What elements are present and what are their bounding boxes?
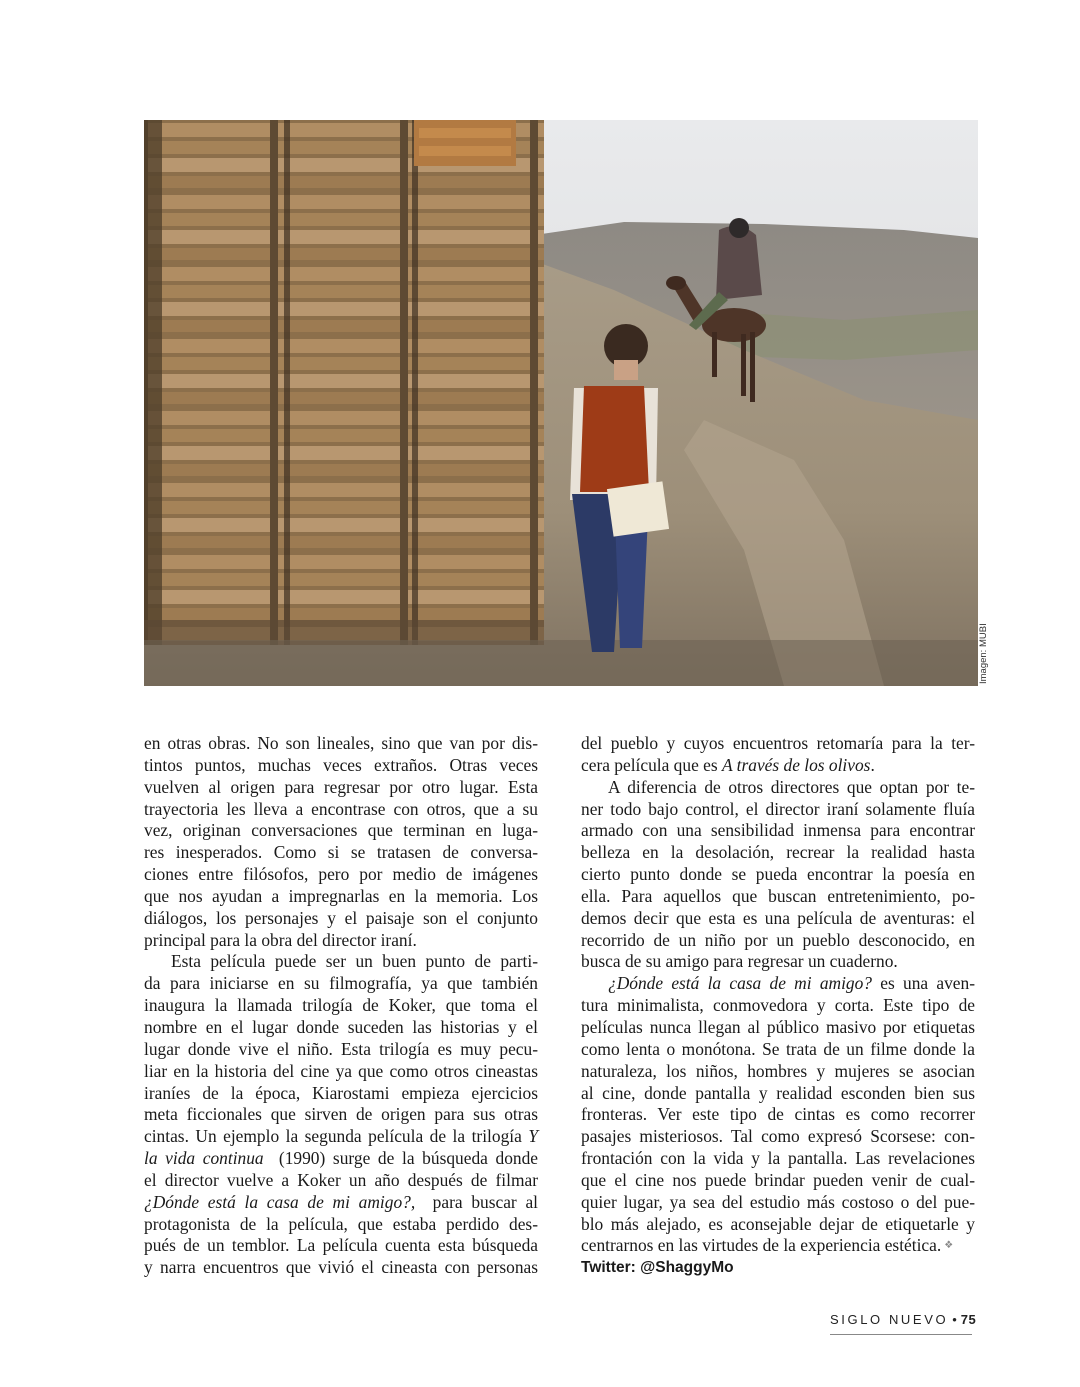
text-line: demos decir que esta es una película de aventuras: el [581, 907, 975, 928]
text-segment: centrarnos en las virtudes de la experiencia estética. [581, 1235, 942, 1256]
text-line: lugar donde vive el niño. Esta trilogía es muy pecu- [144, 1038, 538, 1059]
text-line: tintos puntos, muchas veces extraños. Otras veces [144, 754, 538, 775]
text-line: ciones entre filósofos, pero por medio de imágenes [144, 864, 538, 885]
page-number: 75 [960, 1312, 977, 1327]
text-line: frontación con la vida y la pantalla. Las revelaciones [581, 1148, 975, 1169]
text-line [144, 1126, 538, 1148]
text-line: nombre en el lugar donde suceden las historias y el [144, 1016, 538, 1037]
text-line [581, 755, 975, 777]
text-line: el director vuelve a Koker un año después de filmar [144, 1169, 538, 1190]
text-line: iraníes de la época, Kiarostami empieza ejercicios [144, 1082, 538, 1103]
text-segment: . [870, 754, 875, 775]
text-line: que el cine nos puede brindar pueden venir de cual- [581, 1169, 975, 1190]
paragraph [581, 973, 975, 1257]
film-title: ¿Dónde está la casa de mi amigo?, [144, 1191, 416, 1212]
paragraph [581, 733, 975, 777]
text-line: trayectoria les lleva a encontrase con otros, que a su [144, 798, 538, 819]
text-line: fronteras. Ver este tipo de cintas es como recorrer [581, 1104, 975, 1125]
text-line: como lenta o monótona. Se trata de un filme donde la [581, 1038, 975, 1059]
text-line [581, 1235, 975, 1257]
text-segment: cintas. Un ejemplo la segunda película de la trilogía [144, 1126, 522, 1147]
photo-credit: Imagen: MUBI [978, 623, 989, 684]
text-line: res inesperados. Como si se tratasen de conversa- [144, 842, 538, 863]
text-line: protagonista de la película, que estaba perdido des- [144, 1213, 538, 1234]
text-line: al cine, donde pantalla y realidad esconden bien sus [581, 1082, 975, 1103]
text-line: que nos ayudan a impregnarlas en la memoria. Los [144, 885, 538, 906]
paragraph [144, 733, 538, 951]
paragraph [144, 951, 538, 1279]
article-column-right [581, 733, 975, 1279]
text-line: blo más alejado, es aconsejable dejar de etiquetarle y [581, 1213, 975, 1234]
photo-illustration [144, 120, 978, 686]
text-line: diálogos, los personajes y el paisaje son el conjunto [144, 907, 538, 928]
text-line: y narra encuentros que vivió el cineasta con personas [144, 1257, 538, 1278]
text-line: principal para la obra del director iraní. [144, 929, 417, 950]
text-line: ner todo bajo control, el director iraní solamente fluía [581, 798, 975, 819]
text-line [581, 973, 975, 995]
text-line: películas nunca llegan al público masivo por etiquetas [581, 1016, 975, 1037]
text-line: pasajes misteriosos. Tal como expresó Scorsese: con- [581, 1126, 975, 1147]
text-line: da para iniciarse en su filmografía, ya que también [144, 973, 538, 994]
text-line: naturaleza, los niños, hombres y mujeres se asocian [581, 1060, 975, 1081]
text-line: tura minimalista, conmovedora y corta. Este tipo de [581, 995, 975, 1016]
film-title: la vida continua [144, 1148, 264, 1169]
paragraph [581, 777, 975, 974]
author-twitter-handle: Twitter: @ShaggyMo [581, 1259, 734, 1277]
text-line: ella. Para aquellos que buscan entretenimiento, po- [581, 885, 975, 906]
film-title: ¿Dónde está la casa de mi amigo? [608, 973, 872, 994]
magazine-name: SIGLO NUEVO [830, 1312, 949, 1327]
text-segment: cera película que es [581, 754, 718, 775]
text-line: meta ficcionales que sirven de origen para sus otras [144, 1104, 538, 1125]
text-segment: (1990) surge de la búsqueda donde [278, 1148, 539, 1169]
text-line: del pueblo y cuyos encuentros retomaría para la ter- [581, 733, 975, 753]
text-line: A diferencia de otros directores que optan por te- [608, 776, 975, 797]
text-line [144, 1192, 538, 1214]
text-segment: para buscar al [432, 1191, 538, 1212]
text-line: vuelven al origen para regresar por otro lugar. Esta [144, 776, 538, 797]
article-column-left [144, 733, 538, 1279]
film-title: A través de los olivos [722, 754, 871, 775]
text-line: belleza en la desolación, recrear la realidad hasta [581, 842, 975, 863]
footer-separator: • [952, 1312, 957, 1327]
text-line: quier lugar, ya sea del estudio más costoso o del pue- [581, 1191, 975, 1212]
text-line: pués de un temblor. La película cuenta esta búsqueda [144, 1235, 538, 1256]
text-line: vez, originan conversaciones que terminan en luga- [144, 820, 538, 841]
article-photo [144, 120, 978, 686]
text-line: busca de su amigo para regresar un cuaderno. [581, 951, 898, 972]
end-of-article-icon: ❖ [944, 1240, 954, 1252]
text-line: liar en la historia del cine ya que como otros cineastas [144, 1060, 538, 1081]
text-line: Esta película puede ser un buen punto de parti- [171, 951, 538, 972]
page-footer [830, 1312, 977, 1335]
text-line: cierto punto donde se pueda encontrar la poesía en [581, 864, 975, 885]
text-line: inaugura la llamada trilogía de Koker, que toma el [144, 995, 538, 1016]
text-line: recorrido de un niño por un pueblo desconocido, en [581, 929, 975, 950]
text-line: en otras obras. No son lineales, sino que van por dis- [144, 733, 538, 753]
text-line: armado con una sensibilidad inmensa para encontrar [581, 820, 975, 841]
film-title: Y [528, 1126, 538, 1147]
text-line [144, 1148, 538, 1170]
text-segment: es una aven- [880, 973, 975, 994]
